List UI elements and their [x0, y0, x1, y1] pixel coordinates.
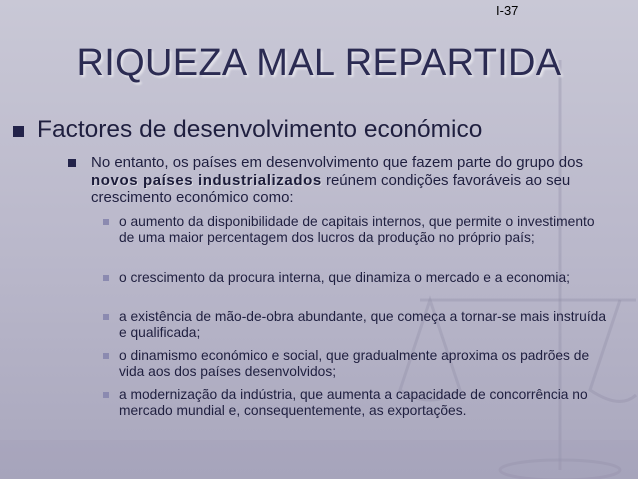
square-bullet-icon	[103, 219, 109, 225]
list-item: o dinamismo económico e social, que gradualmente aproxima os padrões de vida aos dos países desenvolvidos;	[119, 348, 590, 380]
intro-text-after: reúnem condições favoráveis ao seu crescimento económico como:	[91, 171, 571, 206]
list-item: a existência de mão-de-obra abundante, que começa a tornar-se mais instruída e qualificada;	[119, 309, 607, 341]
intro-emphasis: novos países industrializados	[91, 171, 322, 189]
list-item: a modernização da indústria, que aumenta a capacidade de concorrência no mercado mundial e, consequentemente, as exportações.	[119, 387, 588, 419]
square-bullet-icon	[68, 159, 76, 167]
square-bullet-icon	[103, 314, 109, 320]
square-bullet-icon	[13, 126, 24, 137]
square-bullet-icon	[103, 353, 109, 359]
square-bullet-icon	[103, 275, 109, 281]
slide-title: RIQUEZA MAL REPARTIDA	[76, 42, 562, 84]
intro-text-before: No entanto, os países em desenvolvimento que fazem parte do grupo dos	[91, 154, 583, 171]
section-heading: Factores de desenvolvimento económico	[37, 116, 483, 143]
list-item: o aumento da disponibilidade de capitais internos, que permite o investimento de uma maior percentagem dos lucros da produção no próprio país;	[119, 214, 595, 246]
list-item: o crescimento da procura interna, que dinamiza o mercado e a economia;	[119, 270, 570, 285]
intro-paragraph	[91, 154, 601, 207]
slide-number: I-37	[496, 3, 519, 18]
square-bullet-icon	[103, 392, 109, 398]
